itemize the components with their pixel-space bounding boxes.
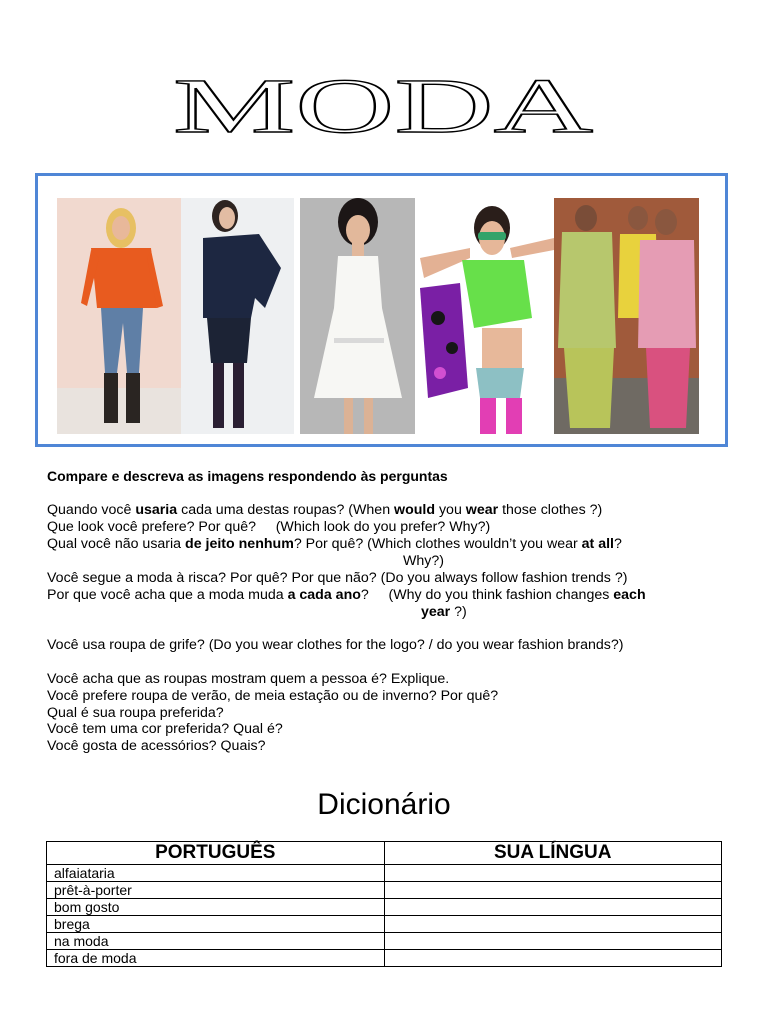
header-portuguese: PORTUGUÊS <box>47 842 385 865</box>
term-cell: alfaiataria <box>47 865 385 882</box>
translation-cell[interactable] <box>384 916 722 933</box>
question-3-continuation: Why?) <box>403 553 444 569</box>
term-cell: na moda <box>47 933 385 950</box>
table-row <box>47 950 722 967</box>
term-cell: prêt-à-porter <box>47 882 385 899</box>
question-7: Você acha que as roupas mostram quem a pessoa é? Explique. <box>47 671 450 687</box>
question-5: Por que você acha que a moda muda a cada ano? (Why do you think fashion changes each <box>47 587 646 603</box>
table-row <box>47 882 722 899</box>
question-10: Você tem uma cor preferida? Qual é? <box>47 721 283 737</box>
question-11: Você gosta de acessórios? Quais? <box>47 738 266 754</box>
term-cell: bom gosto <box>47 899 385 916</box>
photo-strip <box>35 173 728 447</box>
question-9: Qual é sua roupa preferida? <box>47 705 224 721</box>
translation-cell[interactable] <box>384 899 722 916</box>
question-2: Que look você prefere? Por quê? (Which look do you prefer? Why?) <box>47 519 491 535</box>
header-your-language: SUA LÍNGUA <box>384 842 722 865</box>
intro-heading: Compare e descreva as imagens respondendo às perguntas <box>47 468 448 484</box>
photo-navy-suit <box>181 198 294 434</box>
table-row <box>47 933 722 950</box>
photo-green-top-sunglasses <box>420 198 554 434</box>
table-row <box>47 899 722 916</box>
table-row <box>47 916 722 933</box>
question-5-continuation: year ?) <box>421 604 467 620</box>
question-4: Você segue a moda à risca? Por quê? Por que não? (Do you always follow fashion trends ?) <box>47 570 628 586</box>
question-3: Qual você não usaria de jeito nenhum? Por quê? (Which clothes wouldn’t you wear at all? <box>47 536 622 552</box>
photo-salwar-kameez <box>554 198 699 434</box>
question-8: Você prefere roupa de verão, de meia estação ou de inverno? Por quê? <box>47 688 499 704</box>
translation-cell[interactable] <box>384 933 722 950</box>
translation-cell[interactable] <box>384 865 722 882</box>
translation-cell[interactable] <box>384 882 722 899</box>
term-cell: brega <box>47 916 385 933</box>
dictionary-title: Dicionário <box>317 788 451 821</box>
translation-cell[interactable] <box>384 950 722 967</box>
page-title <box>170 72 596 142</box>
table-header-row <box>47 842 722 865</box>
question-1: Quando você usaria cada uma destas roupas? (When would you wear those clothes ?) <box>47 502 603 518</box>
question-6: Você usa roupa de grife? (Do you wear clothes for the logo? / do you wear fashion brands?) <box>47 637 624 653</box>
photo-white-dress <box>300 198 415 434</box>
table-row <box>47 865 722 882</box>
term-cell: fora de moda <box>47 950 385 967</box>
dictionary-table <box>46 841 722 967</box>
photo-orange-top-jeans <box>57 198 181 434</box>
page-title-text: MODA <box>173 72 593 142</box>
